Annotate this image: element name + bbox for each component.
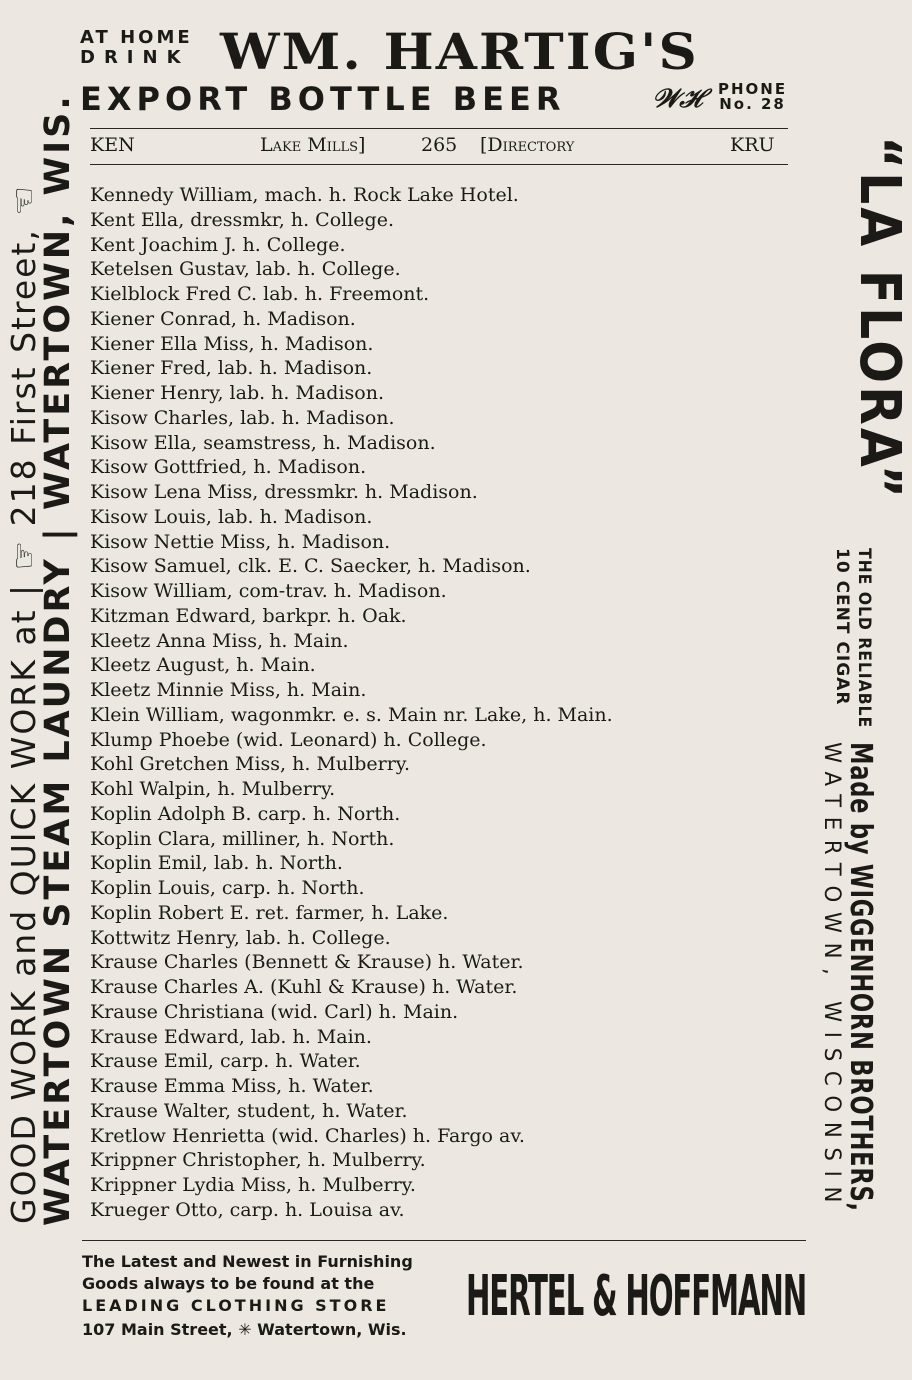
cigar-tagline2: 10 CENT CIGAR — [832, 548, 852, 706]
page-header — [90, 132, 788, 162]
directory-entry: Kottwitz Henry, lab. h. College. — [90, 926, 391, 949]
directory-entry: Kennedy William, mach. h. Rock Lake Hotel. — [90, 184, 519, 206]
directory-entry: Krause Emil, carp. h. Water. — [90, 1050, 361, 1073]
directory-entry: Kleetz Minnie Miss, h. Main. — [90, 679, 367, 701]
directory-entry: Ketelsen Gustav, lab. h. College. — [90, 258, 401, 281]
directory-entry: Kisow Charles, lab. h. Madison. — [90, 406, 395, 429]
directory-entry: Kohl Gretchen Miss, h. Mulberry. — [90, 753, 411, 776]
directory-entry: Koplin Emil, lab. h. North. — [90, 852, 343, 875]
directory-entry: Kisow Louis, lab. h. Madison. — [90, 505, 373, 528]
top-rule — [90, 128, 788, 129]
directory-entry: Kiener Fred, lab. h. Madison. — [90, 357, 373, 380]
header-rule — [90, 164, 788, 165]
bottom-ad-line3: LEADING CLOTHING STORE — [82, 1296, 390, 1315]
directory-entry: Kitzman Edward, barkpr. h. Oak. — [90, 604, 407, 627]
bottom-rule — [82, 1240, 806, 1241]
directory-entry: Kisow Gottfried, h. Madison. — [90, 456, 367, 479]
left-advertisement — [0, 0, 80, 1380]
header-town: Lake Mills] — [260, 134, 366, 156]
bottom-ad-line2: Goods always to be found at the — [82, 1274, 375, 1293]
cigar-brand: “LA FLORA” — [847, 136, 912, 501]
phone-number: No. 28 — [719, 95, 786, 113]
directory-entry: Kretlow Henrietta (wid. Charles) h. Fargo av. — [90, 1124, 525, 1147]
directory-entry: Kisow William, com-trav. h. Madison. — [90, 580, 447, 602]
cigar-tagline1: THE OLD RELIABLE — [854, 548, 874, 729]
directory-entry: Kisow Ella, seamstress, h. Madison. — [90, 431, 436, 454]
directory-entry: Kiener Conrad, h. Madison. — [90, 307, 356, 330]
bottom-advertisement — [82, 1242, 808, 1352]
bottom-ad-line1: The Latest and Newest in Furnishing — [82, 1252, 413, 1271]
directory-entry: Kisow Lena Miss, dressmkr. h. Madison. — [90, 481, 478, 503]
directory-entry: Kleetz August, h. Main. — [90, 654, 316, 677]
directory-entry: Koplin Clara, milliner, h. North. — [90, 827, 395, 850]
directory-list — [90, 183, 780, 1223]
directory-entry: Klein William, wagonmkr. e. s. Main nr. Lake, h. Main. — [90, 703, 613, 726]
directory-entry: Kisow Nettie Miss, h. Madison. — [90, 530, 391, 553]
header-right-key: KRU — [730, 134, 775, 156]
brand-name: WM. HARTIG'S — [220, 22, 699, 81]
directory-entry: Kohl Walpin, h. Mulberry. — [90, 778, 336, 800]
directory-entry: Koplin Louis, carp. h. North. — [90, 877, 365, 899]
directory-entry: Kiener Ella Miss, h. Madison. — [90, 332, 374, 355]
top-advertisement — [78, 22, 806, 122]
at-home-text: AT HOME — [80, 27, 193, 48]
directory-entry: Krause Charles (Bennett & Krause) h. Water. — [90, 951, 524, 974]
directory-entry: Kleetz Anna Miss, h. Main. — [90, 629, 349, 652]
directory-entry: Krueger Otto, carp. h. Louisa av. — [90, 1198, 405, 1221]
directory-entry: Kent Joachim J. h. College. — [90, 233, 346, 256]
directory-entry: Klump Phoebe (wid. Leonard) h. College. — [90, 728, 487, 751]
bottom-ad-line4: 107 Main Street, ✳ Watertown, Wis. — [82, 1320, 407, 1339]
directory-entry: Koplin Robert E. ret. farmer, h. Lake. — [90, 901, 449, 924]
directory-entry: Kielblock Fred C. lab. h. Freemont. — [90, 283, 430, 305]
header-section: [Directory — [480, 134, 575, 156]
phone-block — [718, 82, 787, 112]
store-name: HERTEL & HOFFMANN — [466, 1264, 807, 1329]
directory-entry: Kisow Samuel, clk. E. C. Saecker, h. Madison. — [90, 555, 531, 578]
directory-entry: Koplin Adolph B. carp. h. North. — [90, 802, 401, 825]
phone-label: PHONE — [718, 80, 788, 98]
directory-entry: Krause Christiana (wid. Carl) h. Main. — [90, 1000, 459, 1023]
directory-entry: Krause Walter, student, h. Water. — [90, 1099, 408, 1122]
left-ad-line2: WATERTOWN STEAM LAUNDRY | WATERTOWN, WIS. — [38, 93, 78, 1226]
directory-entry: Krippner Lydia Miss, h. Mulberry. — [90, 1174, 416, 1196]
directory-entry: Krippner Christopher, h. Mulberry. — [90, 1149, 426, 1172]
directory-entry: Kent Ella, dressmkr, h. College. — [90, 208, 394, 231]
left-ad-line1: GOOD WORK and QUICK WORK at | ☞ 218 First Street, ☜ — [4, 184, 43, 1224]
page-number: 265 — [421, 134, 458, 156]
directory-entry: Krause Charles A. (Kuhl & Krause) h. Water. — [90, 976, 518, 998]
monogram-icon: 𝒲ℋ — [652, 84, 703, 114]
cigar-city: WATERTOWN, WISCONSIN — [819, 742, 844, 1213]
product-name: EXPORT BOTTLE BEER — [80, 80, 566, 118]
cigar-maker: Made by WIGGENHORN BROTHERS, — [843, 742, 878, 1212]
drink-text: DRINK — [80, 47, 190, 68]
directory-entry: Krause Emma Miss, h. Water. — [90, 1075, 374, 1097]
directory-entry: Krause Edward, lab. h. Main. — [90, 1025, 372, 1048]
directory-entry: Kiener Henry, lab. h. Madison. — [90, 382, 384, 404]
at-home-drink-label — [80, 28, 193, 68]
right-advertisement — [808, 130, 912, 1230]
header-left-key: KEN — [90, 134, 135, 156]
